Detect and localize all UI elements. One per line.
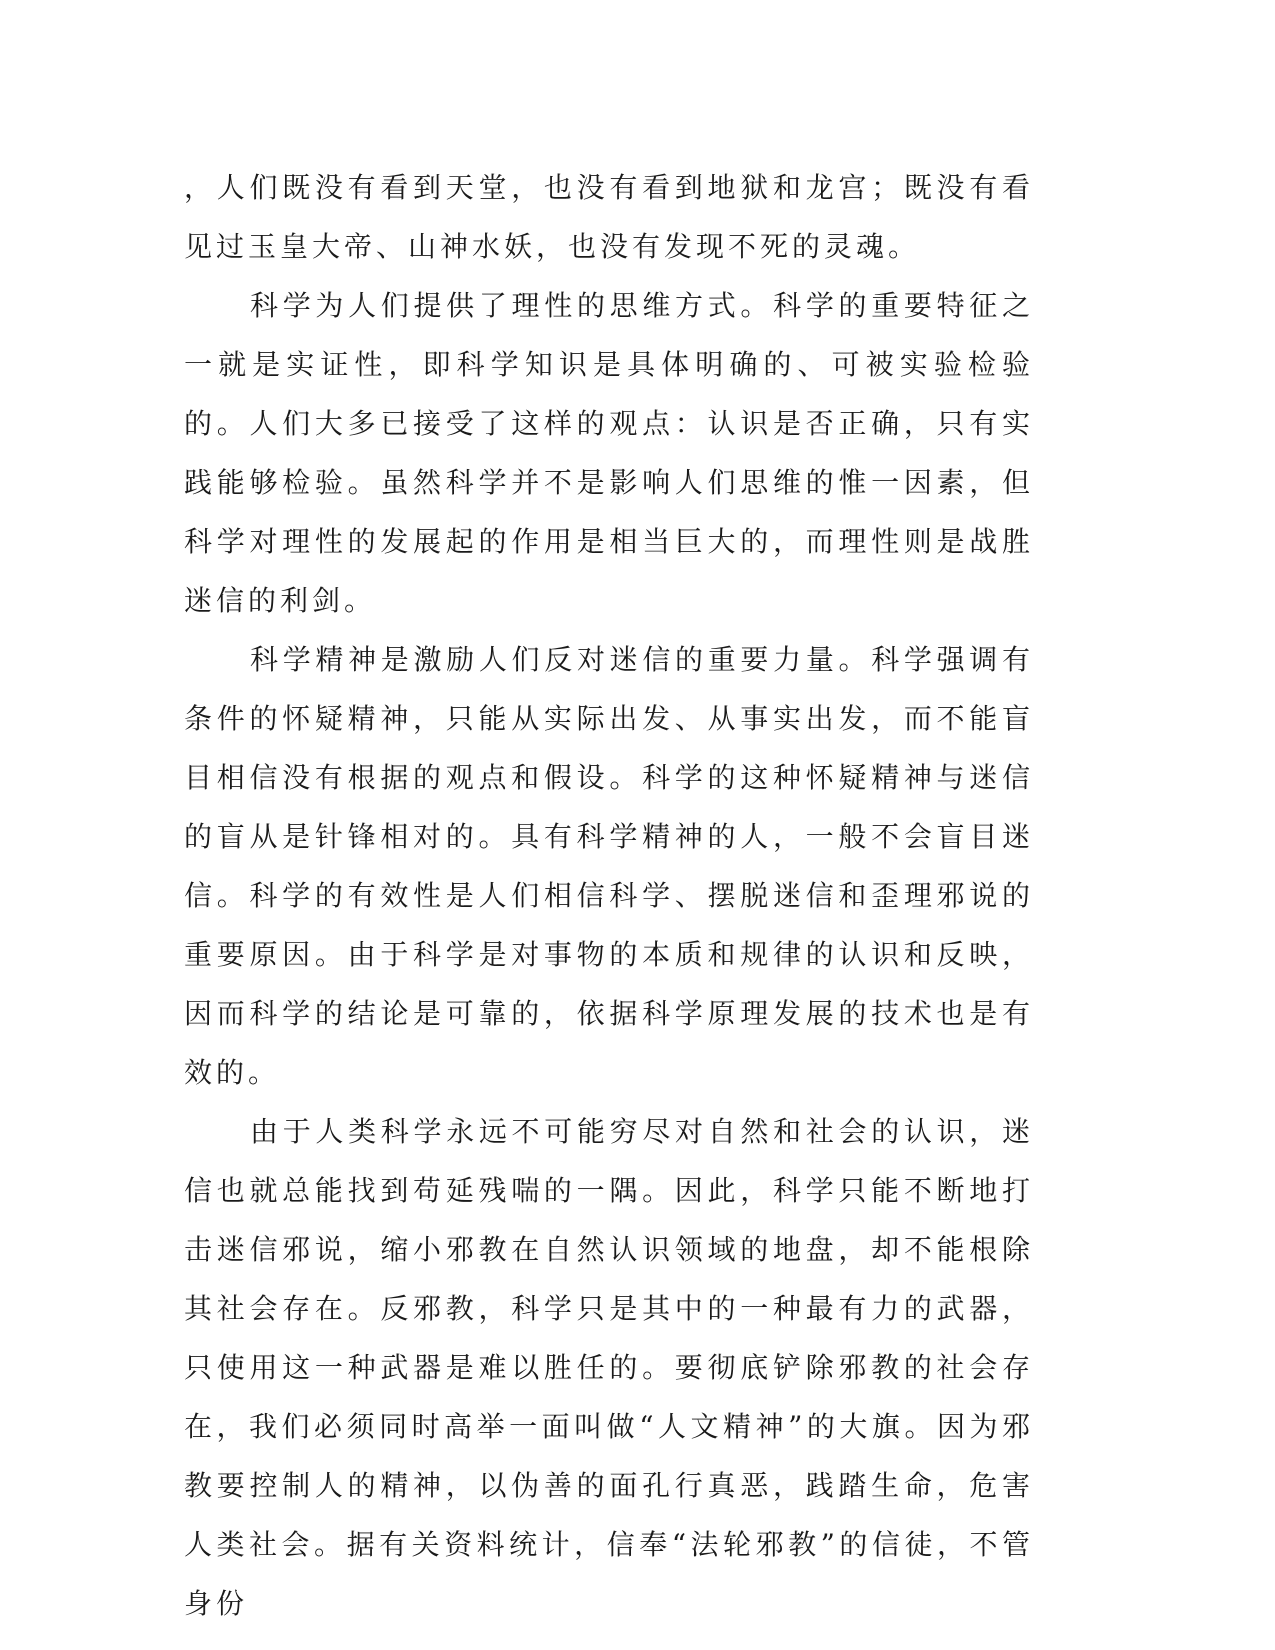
paragraph-4: 由于人类科学永远不可能穷尽对自然和社会的认识，迷信也就总能找到苟延残喘的一隅。因此，科学只能不断地打击迷信邪说，缩小邪教在自然认识领域的地盘，却不能根除其社会存在。反邪教，科学只是其中的一种最有力的武器，只使用这一种武器是难以胜任的。要彻底铲除邪教的社会存在，我们必须同时高举一面叫做“人文精神”的大旗。因为邪教要控制人的精神，以伪善的面孔行真恶，践踏生命，危害人类社会。据有关资料统计，信奉“法轮邪教”的信徒，不管身份 xyxy=(184,1115,1034,1620)
paragraph-2: 科学为人们提供了理性的思维方式。科学的重要特征之一就是实证性，即科学知识是具体明确的、可被实验检验的。人们大多已接受了这样的观点：认识是否正确，只有实践能够检验。虽然科学并不是影响人们思维的惟一因素，但科学对理性的发展起的作用是相当巨大的，而理性则是战胜迷信的利剑。 xyxy=(184,289,1034,617)
paragraph-1: ，人们既没有看到天堂，也没有看到地狱和龙宫；既没有看见过玉皇大帝、山神水妖，也没有发现不死的灵魂。 xyxy=(184,171,1034,263)
document-body xyxy=(184,158,1034,1633)
paragraph-3: 科学精神是激励人们反对迷信的重要力量。科学强调有条件的怀疑精神，只能从实际出发、从事实出发，而不能盲目相信没有根据的观点和假设。科学的这种怀疑精神与迷信的盲从是针锋相对的。具有科学精神的人，一般不会盲目迷信。科学的有效性是人们相信科学、摆脱迷信和歪理邪说的重要原因。由于科学是对事物的本质和规律的认识和反映，因而科学的结论是可靠的，依据科学原理发展的技术也是有效的。 xyxy=(184,643,1034,1089)
